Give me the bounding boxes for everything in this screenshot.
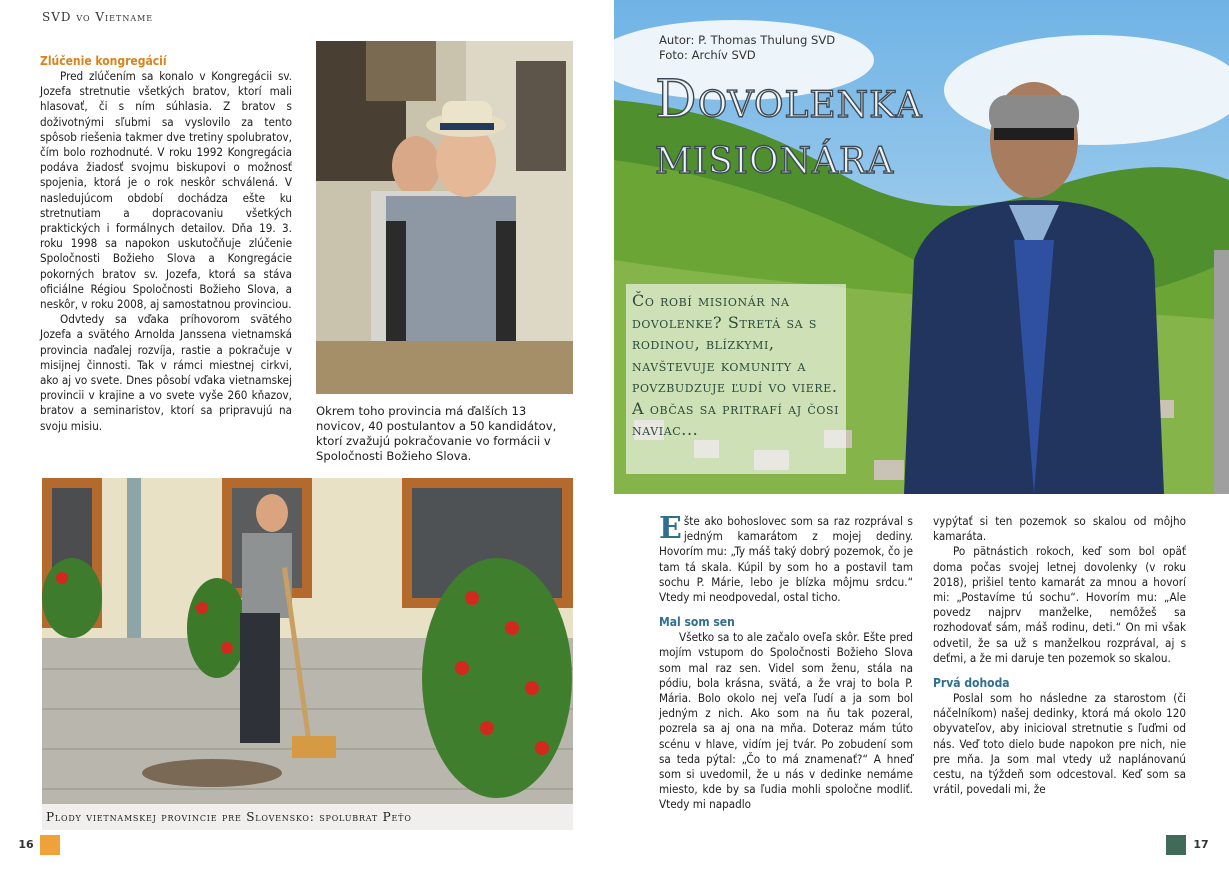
page-number-left: 16: [18, 838, 34, 851]
paragraph: Poslal som ho následne za starostom (či náčelníkom) našej dedinky, ktorá má okolo 120 obyvateľov, aby inicioval stretnutie s ľuďmi od nás. Veď toto dielo bude napokon pre nich, nie pre mňa. Ja som mal vtedy už naplánovanú cestu, na týždeň som odcestoval. Keď som sa vrátil, povedali mi, že: [933, 691, 1186, 797]
photo-two-men: [316, 41, 573, 394]
running-head: SVD vo Vietname: [42, 10, 154, 24]
page-number-right: 17: [1193, 838, 1209, 851]
title-line-1: Dovolenka: [655, 70, 923, 130]
intro-paragraph: [659, 511, 913, 605]
author-credit: [659, 33, 835, 63]
lead-text: Čo robí misionár na dovolenke? Stretá sa s rodinou, blízkymi, navštevuje komunity a povzbudzuje ľudí vo viere. A občas sa pritrafí aj čosi naviac...: [632, 291, 840, 439]
author-line: Autor: P. Thomas Thulung SVD: [659, 33, 836, 47]
page-marker-green: [1166, 835, 1186, 855]
dropcap: E: [659, 511, 682, 546]
subhead-prva-dohoda: Prvá dohoda: [933, 676, 1010, 691]
photo-sweeping: [42, 478, 573, 830]
title-line-2: misionára: [655, 126, 895, 186]
article-title: [655, 72, 923, 184]
intro-text: šte ako bohoslovec som sa raz rozprával s jedným kamarátom z mojej dediny. Hovorím mu: „Ty máš taký dobrý pozemok, čo je tam tá skala. Kúpil by som ho a postavil tam sochu P. Márie, lebo je blízka môjmu srdcu.“ Vtedy mi neodpovedal, ostal ticho.: [659, 514, 913, 605]
photo-credit-line: Foto: Archív SVD: [659, 48, 756, 62]
left-article-column: [40, 54, 292, 434]
subhead-zlucenie: Zlúčenie kongregácií: [40, 54, 167, 68]
photo-sweeping-caption: Plody vietnamskej provincie pre Slovensko: spolubrat Peťo: [42, 804, 573, 830]
paragraph: Pred zlúčením sa konalo v Kongregácii sv. Jozefa stretnutie všetkých bratov, ktorí mali hlasovať, či s ním súhlasia. Z bratov s doživotnými sľubmi sa vyslovilo za tento spôsob riešenia takmer dve tretiny spolubratov, čím bolo rozhodnuté. V roku 1992 Kongregácia podáva žiadosť svojmu biskupovi o možnosť spojenia, ktorá je o rok neskôr schválená. V nasledujúcom období dochádza ešte ku stretnutiam a dopracovaniu všetkých praktických i formálnych detailov. Dňa 19. 3. roku 1998 sa napokon uskutočňuje zlúčenie Spoločnosti Božieho Slova a Kongregácie pokorných bratov sv. Jozefa, ktorá sa stáva oficiálne Régiou Spoločnosti Božieho Slova, a neskôr, v roku 2008, aj samostatnou provinciou.: [40, 69, 292, 312]
paragraph: Po pätnástich rokoch, keď som bol opäť doma počas svojej letnej dovolenky (v roku 2018), prišiel tento kamarát za mnou a hovorí mi: „Postavíme tú sochu“. Hovorím mu: „Ale povedz najprv manželke, nemôžeš sa rozhodovať sám, máš rodinu, deti.“ On mi však odvetil, že sa už s manželkou rozprával, aj s deťmi, a že mi daruje ten pozemok so skalou.: [933, 544, 1186, 665]
right-article-column-1: [659, 511, 913, 813]
paragraph: vypýtať si ten pozemok so skalou od môjho kamaráta.: [933, 514, 1186, 544]
paragraph: Odvtedy sa vďaka príhovorom svätého Jozefa a svätého Arnolda Janssena vietnamská provincia naďalej rozvíja, rastie a pokračuje v misijnej činnosti. Tak v rámci miestnej cirkvi, ako aj vo svete. Dnes pôsobí vďaka vietnamskej provincii v krajine a vo svete vyše 260 kňazov, bratov a seminaristov, ktorí sa pripravujú na svoju misiu.: [40, 312, 292, 433]
page-marker-orange: [40, 835, 60, 855]
subhead-mal-som-sen: Mal som sen: [659, 615, 735, 630]
right-article-column-2: [933, 514, 1186, 797]
lead-box: [626, 284, 846, 474]
paragraph: Všetko sa to ale začalo oveľa skôr. Ešte pred mojím vstupom do Spoločnosti Božieho Slova som mal raz sen. Videl som ženu, stála na pódiu, bola krásna, svätá, a že vraj to bola P. Mária. Bolo okolo nej veľa ľudí a ja som bol jedným z nich. Ako som na ňu tak pozeral, pozrela sa aj ona na mňa. Doteraz mám túto scénu v hlave, vidím jej tvár. Po zobudení som sa teda pýtal: „Čo to má znamenať?“ A hneď som si uvedomil, že u nás v dedinke nemáme miesto, kde by sa ľudia mohli spoločne modliť. Vtedy mi napadlo: [659, 630, 913, 812]
photo-two-men-caption: Okrem toho provincia má ďalších 13 novicov, 40 postulantov a 50 kandidátov, ktorí zvažujú pokračovanie vo formácii v Spoločnosti Božieho Slova.: [316, 404, 557, 463]
